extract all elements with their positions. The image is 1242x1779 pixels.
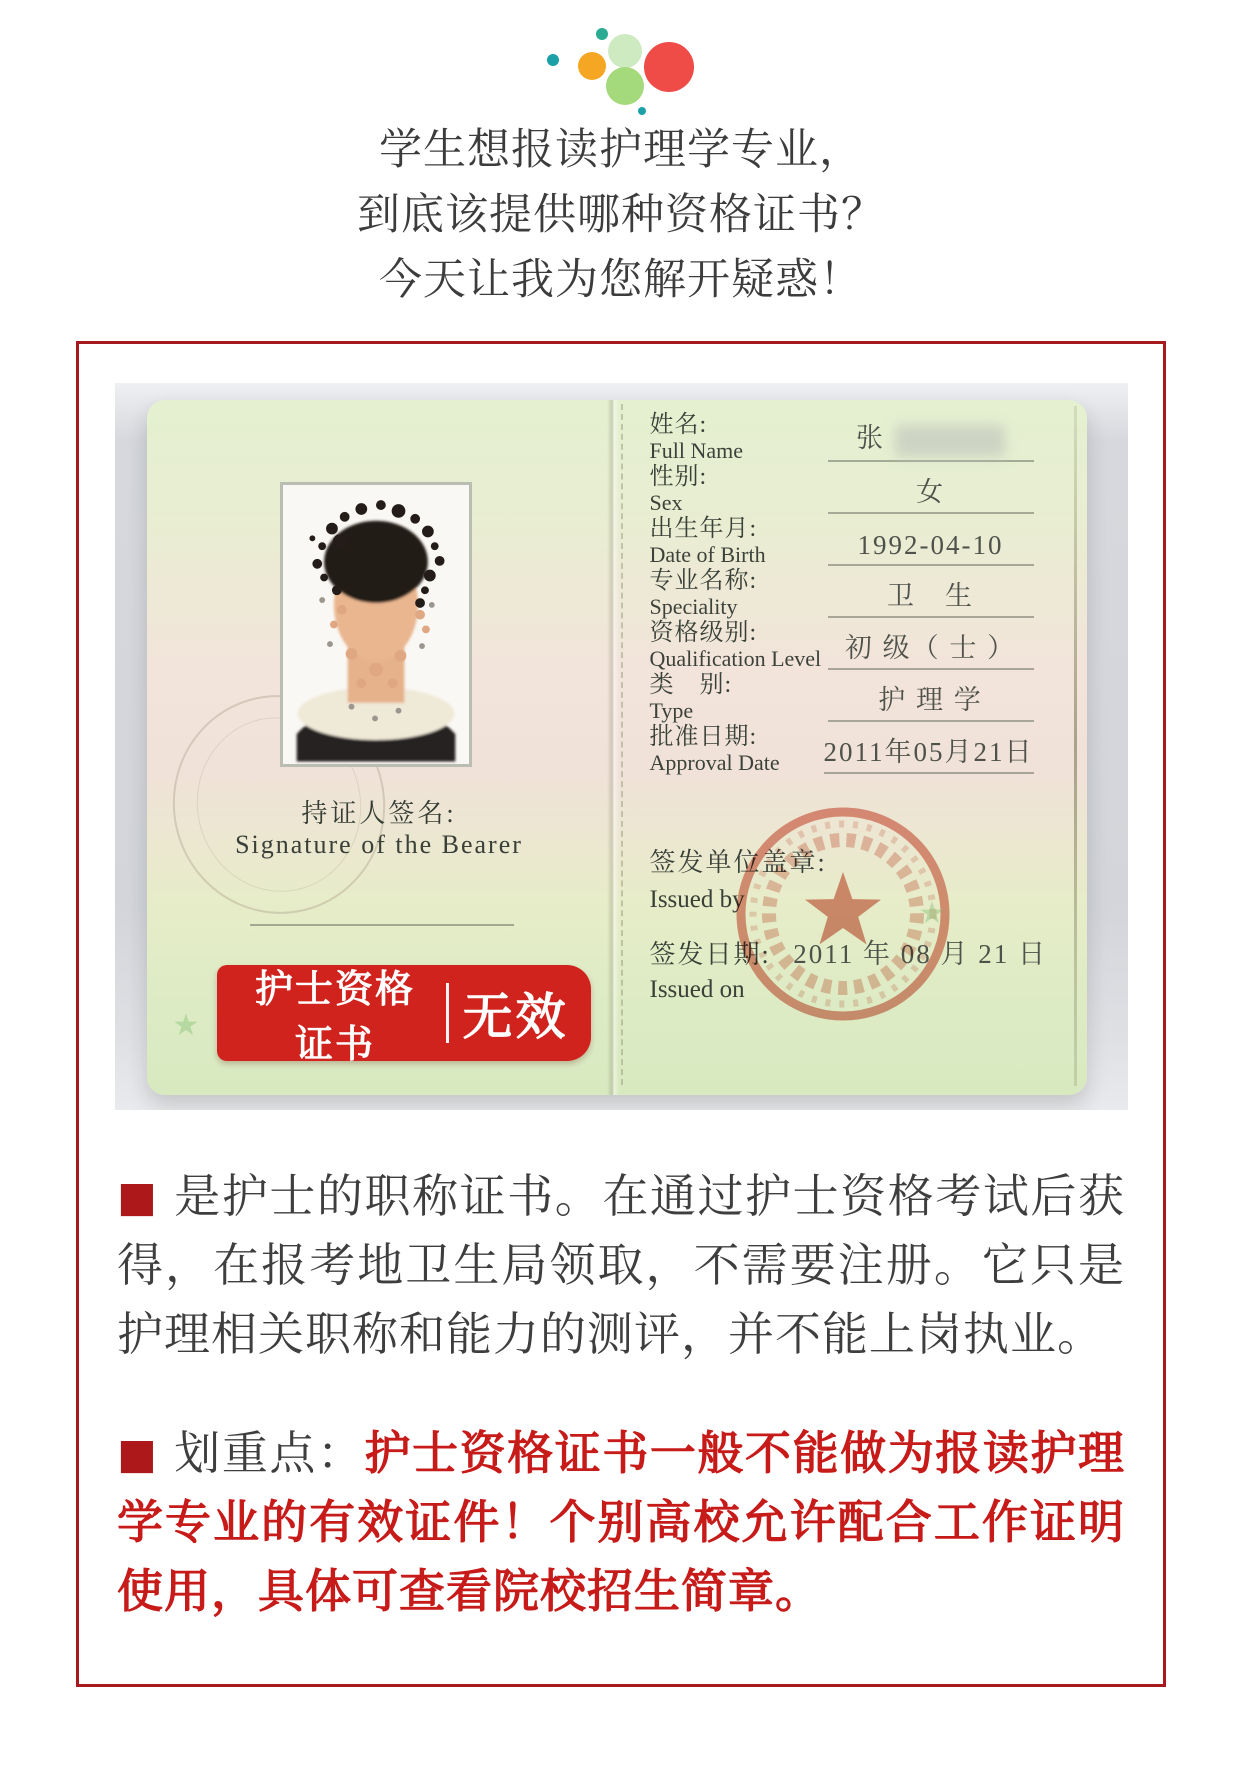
badge-divider xyxy=(446,983,449,1043)
invalid-badge xyxy=(217,965,591,1066)
paragraph-certificate-description xyxy=(117,1162,1125,1369)
signature-label-cn: 持证人签名: xyxy=(301,799,457,828)
field-row-qualification-level xyxy=(650,618,1034,670)
issued-on-label-cn: 签发日期: xyxy=(649,940,771,969)
field-label-en: Sex xyxy=(649,489,683,515)
issued-on-label-en: Issued on xyxy=(649,976,745,1003)
field-value: 护 理 学 xyxy=(828,678,1034,722)
field-row-approval-date xyxy=(650,722,1034,774)
field-value: 女 xyxy=(828,470,1034,514)
field-row-speciality xyxy=(650,566,1034,618)
field-value: 1992-04-10 xyxy=(828,530,1034,566)
field-row-type xyxy=(650,670,1034,722)
paragraph2-lead: 划重点： xyxy=(174,1427,365,1479)
page-edge-line xyxy=(1074,406,1077,1086)
field-label-en: Full Name xyxy=(649,437,743,463)
field-row-date-of-birth xyxy=(650,514,1034,566)
field-label-cn: 批准日期: xyxy=(649,724,758,751)
article-highlight-box xyxy=(76,341,1166,1687)
field-label-en: Qualification Level xyxy=(649,645,822,671)
issued-by-label-cn: 签发单位盖章: xyxy=(649,848,827,877)
field-label-en: Date of Birth xyxy=(649,541,766,567)
signature-line xyxy=(250,924,514,926)
paragraph-key-point xyxy=(117,1419,1125,1626)
red-square-bullet-icon: ■ xyxy=(117,1429,159,1478)
paragraph2-highlight: 护士资格证书一般不能做为报读护理学专业的有效证件！个别高校允许配合工作证明使用，具体可查看院校招生简章。 xyxy=(117,1427,1126,1617)
field-row-sex xyxy=(650,462,1034,514)
bearer-photo xyxy=(280,482,472,767)
field-row-full-name xyxy=(650,410,1034,462)
field-label-en: Type xyxy=(649,697,694,723)
badge-label: 护士资格证书 xyxy=(254,969,415,1066)
article-title xyxy=(0,118,1242,313)
issued-by-label-en: Issued by xyxy=(649,886,745,913)
field-label-cn: 资格级别: xyxy=(649,620,758,647)
issued-on-value: 2011 年 08 月 21 日 xyxy=(793,939,1047,969)
paragraph1-text: 是护士的职称证书。在通过护士资格考试后获得，在报考地卫生局领取，不需要注册。它只是护理相关职称和能力的测评，并不能上岗执业。 xyxy=(117,1170,1125,1360)
star-decoration-icon: ★ xyxy=(918,897,946,930)
star-decoration-icon: ★ xyxy=(172,1009,200,1042)
field-label-cn: 姓名: xyxy=(649,412,708,439)
field-value: 张 xyxy=(828,416,1034,462)
logo-dots-icon xyxy=(521,12,721,116)
field-value: 2011年05月21日 xyxy=(824,730,1034,774)
field-value: 初 级（ 士 ） xyxy=(828,626,1034,670)
certificate-fields xyxy=(650,410,1034,774)
field-label-cn: 性别: xyxy=(649,464,708,491)
booklet-right-page xyxy=(619,400,1087,1095)
article-title-line-1: 学生想报读护理学专业， xyxy=(379,126,863,174)
certificate-booklet xyxy=(147,400,1087,1095)
field-label-cn: 出生年月: xyxy=(649,516,758,543)
article-title-line-3: 今天让我为您解开疑惑！ xyxy=(379,256,863,304)
red-square-bullet-icon: ■ xyxy=(117,1172,159,1221)
field-label-en: Approval Date xyxy=(649,749,780,775)
field-label-cn: 类 别: xyxy=(649,672,733,699)
redacted-name-blur xyxy=(895,425,1005,457)
article-title-line-2: 到底该提供哪种资格证书？ xyxy=(357,191,885,239)
signature-label-en: Signature of the Bearer xyxy=(235,830,523,859)
certificate-photo[interactable] xyxy=(115,383,1128,1110)
field-value: 卫 生 xyxy=(828,574,1034,618)
booklet-fold xyxy=(607,400,619,1095)
badge-status: 无效 xyxy=(462,989,569,1045)
field-label-cn: 专业名称: xyxy=(649,568,758,595)
booklet-left-page xyxy=(147,400,612,1095)
field-label-en: Speciality xyxy=(649,593,738,619)
anonymized-portrait-icon xyxy=(283,485,469,764)
